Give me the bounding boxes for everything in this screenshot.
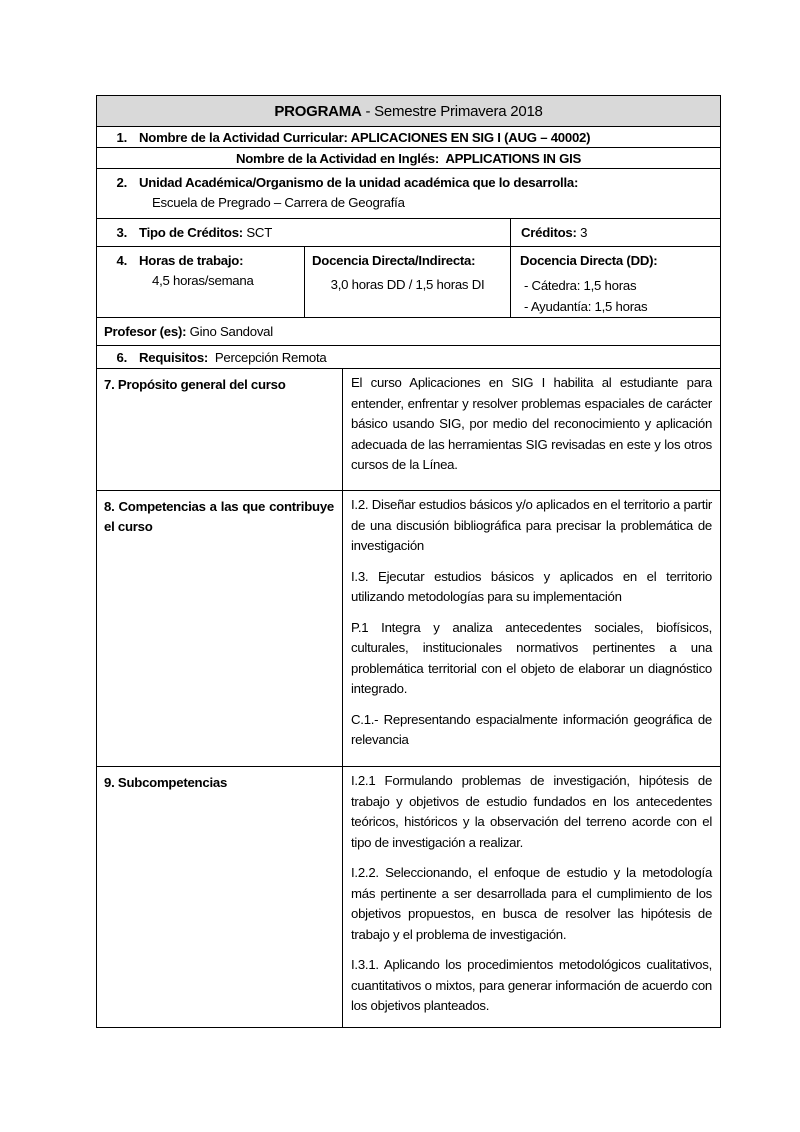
program-table <box>96 95 721 1028</box>
row-credits <box>511 219 721 247</box>
academic-unit-label: Unidad Académica/Organismo de la unidad académica que lo desarrolla: <box>139 175 579 190</box>
competency-item: P.1 Integra y analiza antecedentes sociales, biofísicos, culturales, institucionales normativos pertinentes a una problemática territorial con el objeto de elaborar un diagnóstico integrado. <box>351 619 713 696</box>
row-number: 2. <box>116 175 127 190</box>
work-hours-value: 4,5 horas/semana <box>152 273 254 288</box>
program-title-prefix: PROGRAMA <box>274 102 362 120</box>
row-academic-unit <box>97 169 721 219</box>
program-title-rest: - Semestre Primavera 2018 <box>361 102 543 120</box>
row-number: 6. <box>116 349 127 365</box>
row-number: 1. <box>116 129 127 145</box>
subcompetencies-text-cell <box>343 767 721 1028</box>
purpose-label-cell <box>97 369 343 491</box>
subcompetency-item: I.2.1 Formulando problemas de investigación, hipótesis de trabajo y objetivos de estudio fundados en los antecedentes teóricos, históricos y la observación del terreno acorde con el tipo de investigación a realizar. <box>351 773 713 850</box>
teaching-mode-cell <box>305 247 511 318</box>
program-header <box>97 96 721 127</box>
program-document <box>96 95 720 1028</box>
direct-teaching-item: - Cátedra: 1,5 horas <box>524 278 637 293</box>
purpose-text-cell <box>343 369 721 491</box>
credits-value: 3 <box>580 225 588 240</box>
row-number: 3. <box>116 225 127 240</box>
requirements-value: Percepción Remota <box>214 349 327 365</box>
english-name-value: APPLICATIONS IN GIS <box>445 150 582 166</box>
professor-value: Gino Sandoval <box>189 324 273 339</box>
purpose-text: El curso Aplicaciones en SIG I habilita al estudiante para entender, enfrentar y resolver problemas espaciales de carácter básico usando SIG, por medio del reconocimiento y aplicación adecuada de las herramientas SIG revisadas en este y los otros cursos de la Línea. <box>351 375 713 472</box>
subcompetency-item: I.2.2. Seleccionando, el enfoque de estudio y la metodología más pertinente a ser desarrollada para el cumplimiento de los objetivos propuestos, en busca de resolver las hipótesis de trabajo y el problema de investigación. <box>351 865 713 942</box>
course-name-label: Nombre de la Actividad Curricular: <box>139 129 351 145</box>
subcompetencies-label: 9. Subcompetencias <box>104 775 228 790</box>
direct-teaching-cell <box>511 247 721 318</box>
credits-label: Créditos: <box>521 225 577 240</box>
competency-item: C.1.- Representando espacialmente información geográfica de relevancia <box>351 711 713 747</box>
credit-type-value: SCT <box>246 225 272 240</box>
work-hours-label: Horas de trabajo: <box>139 253 244 268</box>
row-work-hours <box>97 247 305 318</box>
row-number: 4. <box>116 253 127 268</box>
subcompetencies-label-cell <box>97 767 343 1028</box>
purpose-label: 7. Propósito general del curso <box>104 377 286 392</box>
teaching-mode-label: Docencia Directa/Indirecta: <box>312 253 476 268</box>
course-name-value: APLICACIONES EN SIG I (AUG – 40002) <box>350 129 591 145</box>
requirements-label: Requisitos: <box>139 349 209 365</box>
competencies-text-cell <box>343 491 721 767</box>
direct-teaching-item: - Ayudantía: 1,5 horas <box>524 299 648 314</box>
direct-teaching-label: Docencia Directa (DD): <box>520 253 658 268</box>
professor-label: Profesor (es): <box>104 324 187 339</box>
row-english-name <box>97 148 721 169</box>
credit-type-label: Tipo de Créditos: <box>139 225 243 240</box>
english-name-label: Nombre de la Actividad en Inglés: <box>235 150 440 166</box>
competencies-label-cell <box>97 491 343 767</box>
academic-unit-value: Escuela de Pregrado – Carrera de Geografía <box>152 195 405 210</box>
subcompetency-item: I.3.1. Aplicando los procedimientos metodológicos cualitativos, cuantitativos o mixtos, para generar información de acuerdo con los objetivos planteados. <box>351 957 713 1013</box>
competency-item: I.2. Diseñar estudios básicos y/o aplicados en el territorio a partir de una discusión bibliográfica para precisar la problemática de investigación <box>351 497 713 553</box>
competency-item: I.3. Ejecutar estudios básicos y aplicados en el territorio utilizando metodologías para su implementación <box>351 568 713 604</box>
competencies-label: 8. Competencias a las que contribuye el curso <box>104 499 334 534</box>
row-requirements <box>97 346 721 369</box>
row-credit-type <box>97 219 511 247</box>
row-course-name <box>97 127 721 148</box>
row-professor <box>97 318 721 346</box>
teaching-mode-value: 3,0 horas DD / 1,5 horas DI <box>330 277 485 292</box>
